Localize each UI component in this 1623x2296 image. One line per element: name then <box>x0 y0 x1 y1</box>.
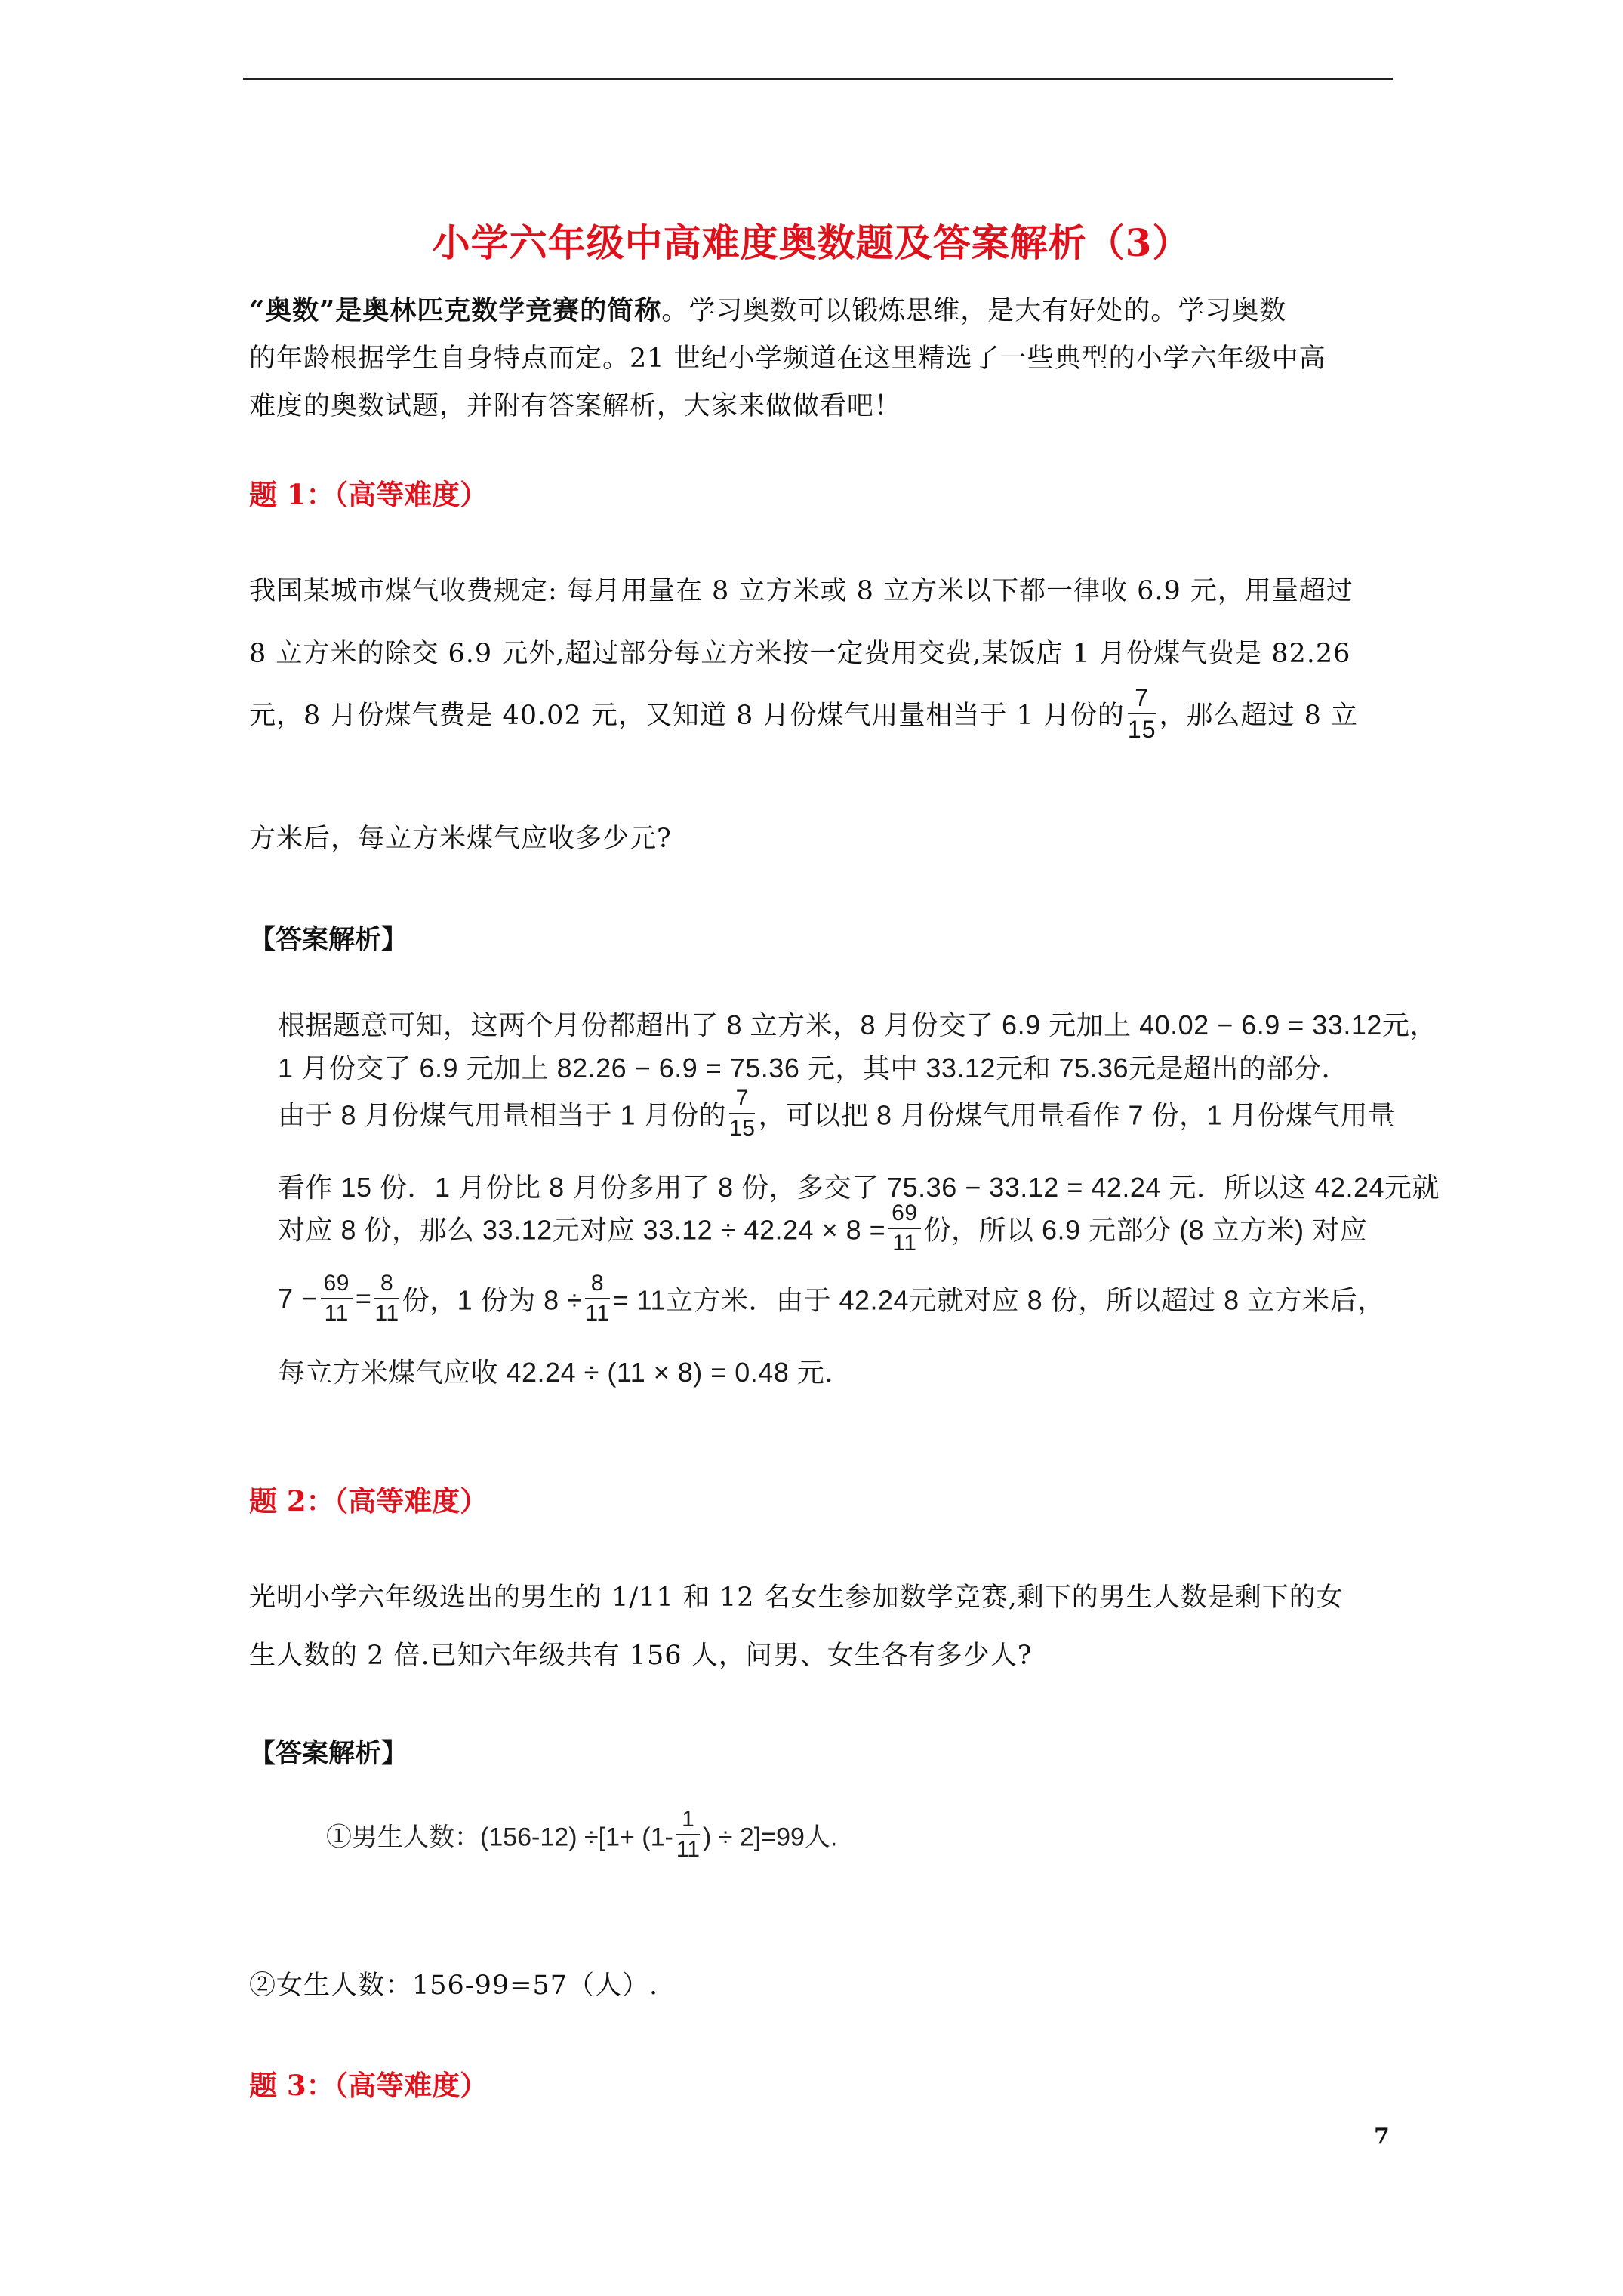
q1-solution-row-6-b: 份，1 份为 8 ÷ <box>402 1284 583 1316</box>
q2-line-1: 光明小学六年级选出的男生的 1/11 和 12 名女生参加数学竞赛,剩下的男生人数是剩下的女 <box>249 1583 1344 1613</box>
q1-solution-row-7: 每立方米煤气应收 42.24 ÷ (11 × 8) = 0.48 元． <box>278 1357 852 1388</box>
fraction-denominator: 11 <box>374 1301 399 1326</box>
q2-heading: 题 2：（高等难度） <box>249 1484 488 1518</box>
q1-line-4: 方米后，每立方米煤气应收多少元? <box>249 824 672 854</box>
q1-solution-fraction-69-11-b <box>321 1272 353 1325</box>
fraction-denominator: 15 <box>729 1116 756 1141</box>
q1-solution-row-6-c: = 11立方米．由于 42.24元就对应 8 份，所以超过 8 立方米后， <box>612 1284 1385 1316</box>
q2-solution-image <box>326 1808 837 1861</box>
fraction-denominator: 11 <box>676 1837 700 1862</box>
q2-solution-fraction <box>676 1808 700 1861</box>
q2-line-2: 生人数的 2 倍.已知六年级共有 156 人，问男、女生各有多少人? <box>249 1641 1033 1671</box>
intro-line-1 <box>249 287 1397 335</box>
q2-solution-1-a: ①男生人数：(156-12) ÷[1+ (1- <box>326 1823 673 1852</box>
page-number: 7 <box>1374 2123 1390 2150</box>
fraction-numerator: 69 <box>888 1202 920 1229</box>
q1-solution-row-2: 1 月份交了 6.9 元加上 82.26 − 6.9 = 75.36 元，其中 33.12元和 75.36元是超出的部分． <box>278 1052 1350 1083</box>
q1-solution-row-6-eq: = <box>355 1283 372 1314</box>
q2-solution-1-b: ) ÷ 2]=99人. <box>703 1823 838 1852</box>
header-rule <box>243 78 1393 80</box>
q1-solution-row-3 <box>278 1087 1396 1140</box>
fraction-denominator: 11 <box>324 1301 349 1326</box>
q1-line-3-a: 元，8 月份煤气费是 40.02 元，又知道 8 月份煤气用量相当于 1 月份的 <box>249 701 1125 731</box>
q1-solution-row-3-a: 由于 8 月份煤气用量相当于 1 月份的 <box>278 1099 727 1131</box>
q1-line-1: 我国某城市煤气收费规定: 每月用量在 8 立方米或 8 立方米以下都一律收 6.9 元，用量超过 <box>249 576 1354 606</box>
fraction-denominator: 11 <box>585 1301 610 1326</box>
intro-line-2: 的年龄根据学生自身特点而定。21 世纪小学频道在这里精选了一些典型的小学六年级中高 <box>249 344 1326 374</box>
q1-line-3 <box>249 686 1358 741</box>
q1-solution-fraction-69-11 <box>888 1202 920 1255</box>
q2-solution-2: ②女生人数：156-99=57（人）. <box>249 1971 659 2001</box>
q1-heading: 题 1：（高等难度） <box>249 478 488 511</box>
q1-fraction <box>1128 686 1156 741</box>
intro-paragraph <box>249 287 1397 430</box>
intro-line-3: 难度的奥数试题，并附有答案解析，大家来做做看吧！ <box>249 391 902 421</box>
q1-solution-row-6-a: 7 − <box>278 1283 318 1314</box>
q3-heading: 题 3：（高等难度） <box>249 2069 488 2102</box>
fraction-numerator: 7 <box>729 1087 755 1114</box>
q1-solution-fraction-8-11-b <box>585 1272 609 1325</box>
fraction-numerator: 1 <box>676 1808 700 1835</box>
q2-answer-label: 【答案解析】 <box>249 1738 408 1769</box>
fraction-numerator: 8 <box>585 1272 609 1299</box>
fraction-numerator: 8 <box>374 1272 399 1299</box>
q1-fraction-numerator: 7 <box>1128 686 1156 714</box>
q1-solution-row-6 <box>278 1272 1385 1325</box>
q1-answer-label: 【答案解析】 <box>249 924 408 955</box>
q1-line-2: 8 立方米的除交 6.9 元外,超过部分每立方米按一定费用交费,某饭店 1 月份煤气费是 82.26 <box>249 639 1351 669</box>
page-title: 小学六年级中高难度奥数题及答案解析（3） <box>432 220 1191 265</box>
q1-solution-row-1: 根据题意可知，这两个月份都超出了 8 立方米，8 月份交了 6.9 元加上 40.02 − 6.9 = 33.12元， <box>278 1009 1437 1040</box>
intro-line-1-rest: 。学习奥数可以锻炼思维，是大有好处的。学习奥数 <box>661 296 1287 326</box>
q1-solution-row-5 <box>278 1202 1367 1255</box>
q1-solution-row-3-b: ，可以把 8 月份煤气用量看作 7 份，1 月份煤气用量 <box>758 1099 1396 1131</box>
intro-bold-lead: “奥数”是奥林匹克数学竞赛的简称 <box>249 295 662 326</box>
q1-fraction-denominator: 15 <box>1127 716 1156 743</box>
q1-solution-row-5-a: 对应 8 份，那么 33.12元对应 33.12 ÷ 42.24 × 8 = <box>278 1214 886 1246</box>
fraction-numerator: 69 <box>321 1272 353 1299</box>
q1-solution-fraction-8-11 <box>374 1272 399 1325</box>
q1-solution-row-5-b: 份，所以 6.9 元部分 (8 立方米) 对应 <box>923 1214 1368 1246</box>
q1-solution-fraction-7-15 <box>729 1087 755 1140</box>
q1-line-3-b: ，那么超过 8 立 <box>1159 701 1359 731</box>
fraction-denominator: 11 <box>892 1231 917 1256</box>
q1-solution-row-4: 看作 15 份．1 月份比 8 月份多用了 8 份，多交了 75.36 − 33.12 = 42.24 元．所以这 42.24元就 <box>278 1172 1440 1203</box>
